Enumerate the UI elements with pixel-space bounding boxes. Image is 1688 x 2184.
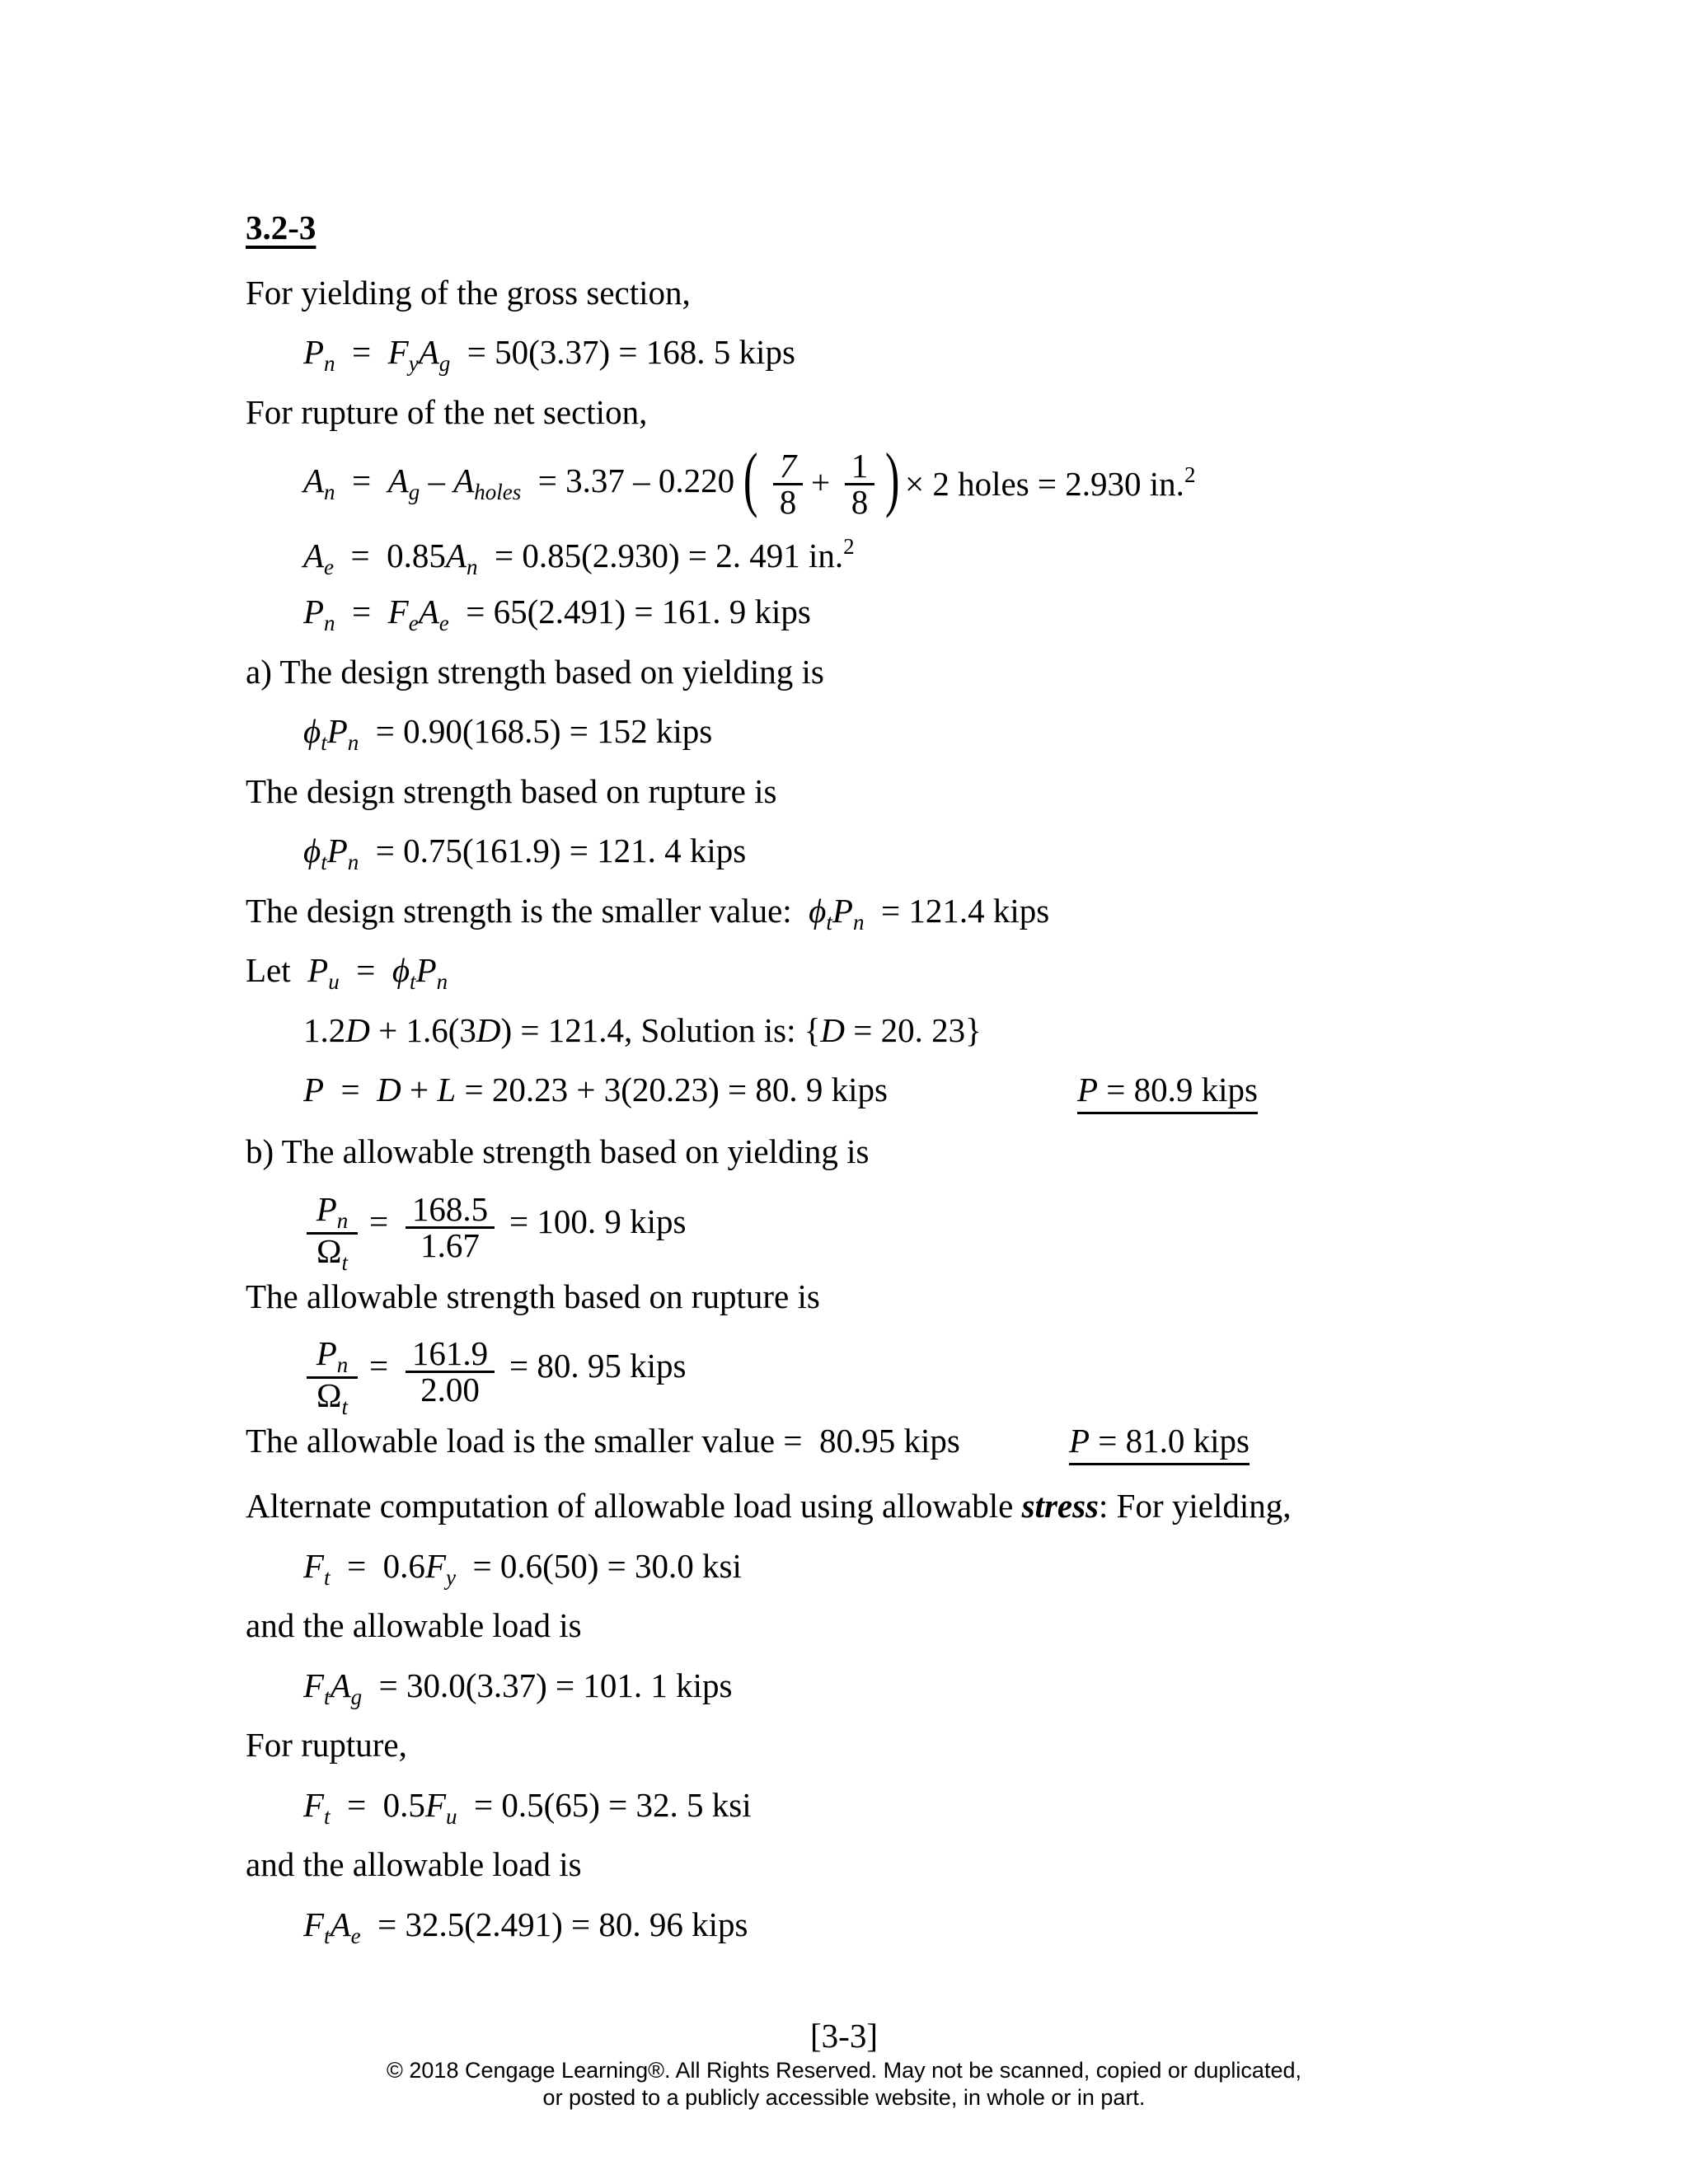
omega-rupture-num: 161.9: [411, 1334, 489, 1372]
eq-ftae-rhs: = 32.5(2.491) = 80. 96 kips: [377, 1905, 748, 1943]
rupture-design-intro: The design strength based on rupture is: [246, 772, 777, 810]
eq-phi-rupture-rhs: = 0.75(161.9) = 121. 4 kips: [375, 832, 747, 869]
frac-yield-values: [406, 1190, 495, 1264]
eq-ftag-rhs: = 30.0(3.37) = 101. 1 kips: [378, 1666, 733, 1704]
eq-pn-yield: $P_n = F_yA_g = 50(3.37) = 168$. 5 kips: [303, 333, 795, 376]
allowable-load-is-2: and the allowable load is: [246, 1845, 582, 1883]
right-paren: ): [884, 439, 900, 519]
omega-yield-rhs: = 100. 9 kips: [509, 1202, 687, 1240]
frac-one-eighth: [845, 449, 874, 519]
frac-pn-omega-yield: $P_n$ $\Omega_t$: [307, 1193, 358, 1274]
omega-rupture-rhs: = 80. 95 kips: [509, 1347, 687, 1385]
eq-phi-yield: $\phi_tP_n = 0.90(168.5) = 152$ kips: [303, 712, 713, 755]
frac-num: 1: [851, 447, 869, 485]
for-rupture: For rupture,: [246, 1726, 407, 1764]
page-number: [3-3]: [810, 2017, 878, 2055]
eq-phi-rupture: $\phi_tP_n = 0.75(161.9) = 121$. 4 kips: [303, 832, 747, 874]
smaller-value-line: The design strength is the smaller value: $\phi_tP_n = 121.4$ kips: [246, 892, 1050, 935]
answer-a-value: = 80.9 kips: [1106, 1071, 1259, 1108]
eq-total-load-rhs: = 20.23 + 3(20.23) = 80. 9 kips: [456, 1071, 888, 1108]
eq-d-mid: + 1.6(3: [369, 1011, 476, 1049]
part-b-intro: b) The allowable strength based on yielding is: [246, 1132, 870, 1170]
eq-ae: $A_e = 0.85A_n = 0.85(2.930) = 2$. 491 in.$^2$: [303, 534, 855, 579]
equals-sign: =: [369, 1347, 389, 1385]
answer-b: P = 81.0 kips: [1069, 1424, 1250, 1465]
eq-d-post: ) = 121.4, Solution is: {: [500, 1011, 821, 1049]
frac-seven-eighths: [773, 449, 803, 519]
eq-dead-load: 1.2D + 1.6(3D) = 121.4, Solution is: {D = 20. 23}: [303, 1011, 982, 1049]
frac-den: 8: [779, 483, 797, 521]
eq-an-tail: × 2 holes = 2.930 in.$^2$: [905, 462, 1196, 503]
copyright-line-1: © 2018 Cengage Learning®. All Rights Reserved. May not be scanned, copied or duplicated,: [387, 2058, 1301, 2083]
alternate-pre: Alternate computation of allowable load using allowable: [246, 1487, 1014, 1525]
copyright-line-2: or posted to a publicly accessible website, in whole or in part.: [542, 2085, 1146, 2110]
answer-b-value: = 81.0 kips: [1098, 1422, 1250, 1460]
eq-an: $A_n = A_g - A_{holes} = 3.37 - 0.220$: [303, 462, 735, 504]
omega-yield-num: 168.5: [411, 1190, 489, 1228]
part-a-intro: a) The design strength based on yielding is: [246, 653, 824, 691]
eq-ae-rhs: = 0.85(2.930) = 2. 491 in.: [494, 537, 844, 574]
alternate-intro: [246, 1489, 1291, 1523]
frac-pn-omega-rupture: $P_n$ $\Omega_t$: [307, 1337, 358, 1418]
eq-pn-rupture: $P_n = F_eA_e = 65(2.491) = 161$. 9 kips: [303, 593, 811, 635]
eq-ftae: $F_tA_e = 32.5(2.491) = 80$. 96 kips: [303, 1905, 748, 1948]
eq-pn-yield-rhs: = 50(3.37) = 168. 5 kips: [467, 333, 795, 371]
allowable-smaller-text: The allowable load is the smaller value =: [246, 1422, 803, 1460]
answer-a: P = 80.9 kips: [1077, 1073, 1258, 1114]
alternate-bold: stress: [1021, 1487, 1100, 1525]
alternate-post: : For yielding,: [1099, 1487, 1292, 1525]
rupture-allowable-intro: The allowable strength based on rupture is: [246, 1277, 820, 1315]
rupture-intro: For rupture of the net section,: [246, 393, 648, 431]
omega-rupture-den: 2.00: [420, 1371, 480, 1408]
allowable-load-is-1: and the allowable load is: [246, 1606, 582, 1644]
eq-d-pre: 1.2: [303, 1011, 346, 1049]
eq-ftag: $F_tA_g = 30.0(3.37) = 101$. 1 kips: [303, 1666, 733, 1709]
smaller-value-rhs: = 121.4 kips: [880, 892, 1050, 930]
eq-ft-rupture-rhs: = 0.5(65) = 32. 5 ksi: [473, 1786, 752, 1824]
let-text: Let: [246, 951, 291, 989]
left-paren: (: [743, 439, 758, 519]
eq-phi-yield-rhs: = 0.90(168.5) = 152 kips: [375, 712, 713, 750]
allowable-smaller-line: [246, 1424, 960, 1458]
frac-den: 8: [851, 483, 869, 521]
omega-yield-den: 1.67: [420, 1226, 480, 1264]
eq-ft-rupture: $F_t = 0.5F_u = 0.5(65) = 32$. 5 ksi: [303, 1786, 752, 1829]
eq-ft-yield: $F_t = 0.6F_y = 0.6(50) = 30.0$ ksi: [303, 1547, 742, 1590]
eq-an-rhs: = 3.37 – 0.220: [537, 462, 735, 499]
equals-sign: =: [369, 1202, 389, 1240]
eq-an-tail-text: × 2 holes = 2.930 in.: [905, 465, 1184, 503]
eq-total-load: P = D + L = 20.23 + 3(20.23) = 80. 9 kips: [303, 1071, 888, 1108]
eq-ft-yield-rhs: = 0.6(50) = 30.0 ksi: [472, 1547, 742, 1585]
eq-d-sol: = 20. 23}: [845, 1011, 982, 1049]
problem-number: 3.2-3: [246, 209, 316, 246]
allowable-smaller-value: 80.95 kips: [818, 1422, 960, 1460]
eq-pn-rupture-rhs: = 65(2.491) = 161. 9 kips: [466, 593, 811, 630]
plus-sign: +: [811, 463, 831, 501]
let-line: Let $P_u = \phi_tP_n$: [246, 951, 448, 994]
yield-intro: For yielding of the gross section,: [246, 274, 691, 312]
frac-num: 7: [779, 447, 797, 485]
frac-rupture-values: [406, 1334, 495, 1408]
smaller-value-text: The design strength is the smaller value:: [246, 892, 792, 930]
